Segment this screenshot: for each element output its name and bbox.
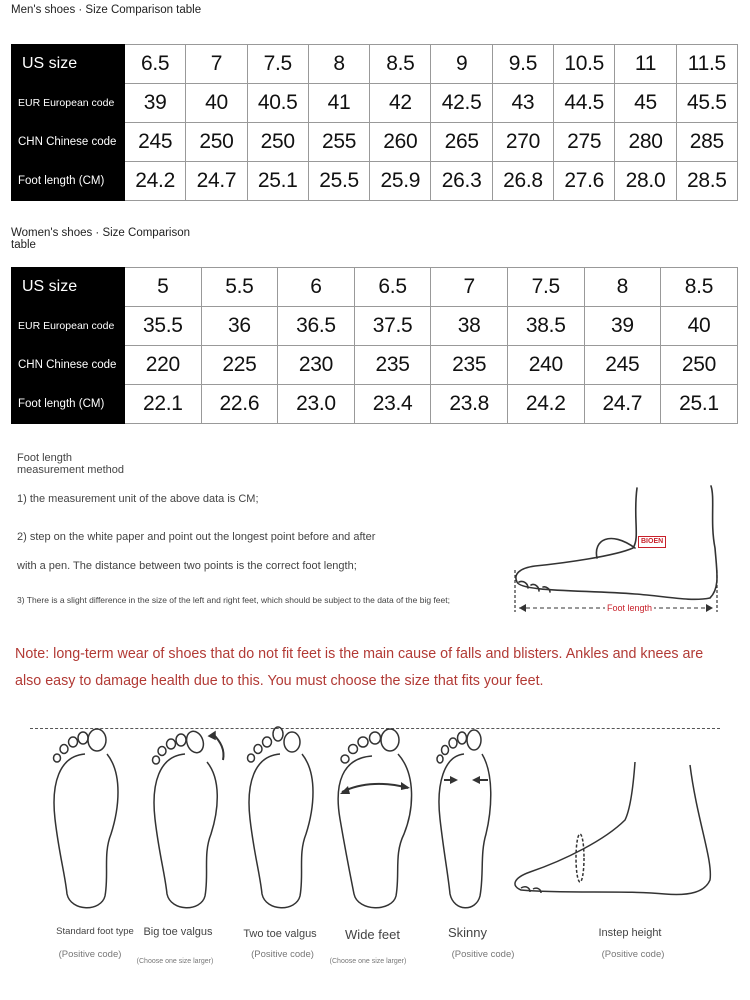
- women-size-cell: 24.2: [507, 385, 584, 424]
- women-size-cell: 38: [431, 307, 508, 346]
- men-size-cell: 43: [492, 84, 553, 123]
- women-size-cell: 240: [507, 346, 584, 385]
- men-size-cell: 260: [370, 123, 431, 162]
- men-size-cell: 28.5: [676, 162, 737, 201]
- men-size-cell: 6.5: [125, 45, 186, 84]
- men-size-cell: 25.9: [370, 162, 431, 201]
- men-size-cell: 24.2: [125, 162, 186, 201]
- measurement-step-2b: with a pen. The distance between two points is the correct foot length;: [17, 560, 357, 572]
- two-toe-valgus-sizing: (Positive code): [251, 949, 314, 960]
- men-size-cell: 7.5: [247, 45, 308, 84]
- women-size-cell: 37.5: [354, 307, 431, 346]
- women-size-cell: 8.5: [661, 268, 738, 307]
- women-size-cell: 22.6: [201, 385, 278, 424]
- women-size-cell: 38.5: [507, 307, 584, 346]
- men-size-cell: 27.6: [554, 162, 615, 201]
- diagram-tag: BIOEN: [638, 536, 666, 548]
- men-size-cell: 40.5: [247, 84, 308, 123]
- women-size-cell: 36: [201, 307, 278, 346]
- men-size-cell: 40: [186, 84, 247, 123]
- men-size-cell: 26.8: [492, 162, 553, 201]
- wide-foot-illustration: [332, 724, 422, 914]
- men-size-cell: 42: [370, 84, 431, 123]
- women-size-cell: 36.5: [278, 307, 355, 346]
- women-size-cell: 40: [661, 307, 738, 346]
- standard-foot-illustration: [45, 724, 130, 914]
- women-row: [12, 307, 738, 346]
- men-size-cell: 45.5: [676, 84, 737, 123]
- women-size-cell: 5: [125, 268, 202, 307]
- men-size-cell: 250: [247, 123, 308, 162]
- men-size-cell: 26.3: [431, 162, 492, 201]
- women-size-cell: 235: [354, 346, 431, 385]
- men-size-cell: 7: [186, 45, 247, 84]
- women-size-cell: 6.5: [354, 268, 431, 307]
- instep-height-foot-illustration: [505, 760, 720, 910]
- women-size-cell: 7: [431, 268, 508, 307]
- big-toe-valgus-foot-illustration: [145, 724, 230, 914]
- men-size-cell: 245: [125, 123, 186, 162]
- women-row: [12, 268, 738, 307]
- big-toe-valgus-sizing: (Choose one size larger): [136, 958, 214, 965]
- men-size-cell: 8: [308, 45, 369, 84]
- men-row: [12, 84, 738, 123]
- men-row-label: Foot length (CM): [12, 162, 125, 201]
- women-row-label: EUR European code: [12, 307, 125, 346]
- men-size-cell: 45: [615, 84, 676, 123]
- women-size-cell: 23.0: [278, 385, 355, 424]
- measurement-step-2a: 2) step on the white paper and point out the longest point before and after: [17, 531, 376, 543]
- men-size-cell: 10.5: [554, 45, 615, 84]
- women-size-cell: 23.4: [354, 385, 431, 424]
- men-size-cell: 285: [676, 123, 737, 162]
- skinny-caption: Skinny: [447, 925, 488, 940]
- women-size-cell: 250: [661, 346, 738, 385]
- women-row: [12, 385, 738, 424]
- men-size-cell: 24.7: [186, 162, 247, 201]
- women-size-table: [11, 267, 738, 424]
- men-size-cell: 280: [615, 123, 676, 162]
- men-row: [12, 123, 738, 162]
- women-size-cell: 220: [125, 346, 202, 385]
- fit-warning-note: Note: long-term wear of shoes that do not fit feet is the main cause of falls and blisters. Ankles and knees are also easy to damage health due to this. You must choose the size that fits your feet.: [15, 646, 704, 689]
- measurement-step-1: 1) the measurement unit of the above data is CM;: [17, 493, 259, 505]
- women-size-cell: 8: [584, 268, 661, 307]
- women-row: [12, 346, 738, 385]
- men-size-cell: 39: [125, 84, 186, 123]
- men-size-cell: 270: [492, 123, 553, 162]
- women-table-title: Women's shoes · Size Comparison table: [11, 227, 191, 251]
- skinny-foot-illustration: [430, 724, 500, 914]
- men-size-cell: 9: [431, 45, 492, 84]
- women-size-cell: 225: [201, 346, 278, 385]
- men-size-cell: 11: [615, 45, 676, 84]
- two-toe-valgus-caption: Two toe valgus: [243, 928, 317, 940]
- men-size-cell: 255: [308, 123, 369, 162]
- men-size-cell: 28.0: [615, 162, 676, 201]
- instep-height-sizing: (Positive code): [601, 949, 665, 960]
- men-size-cell: 42.5: [431, 84, 492, 123]
- men-size-cell: 25.1: [247, 162, 308, 201]
- men-row: [12, 45, 738, 84]
- men-size-table: [11, 44, 738, 201]
- instep-height-caption: Instep height: [598, 927, 662, 939]
- men-size-cell: 11.5: [676, 45, 737, 84]
- big-toe-valgus-caption: Big toe valgus: [143, 926, 213, 938]
- women-size-cell: 39: [584, 307, 661, 346]
- standard-foot-sizing: (Positive code): [58, 949, 122, 960]
- women-size-cell: 25.1: [661, 385, 738, 424]
- two-toe-valgus-foot-illustration: [240, 724, 325, 914]
- women-size-cell: 6: [278, 268, 355, 307]
- women-size-cell: 24.7: [584, 385, 661, 424]
- men-size-cell: 44.5: [554, 84, 615, 123]
- men-size-cell: 25.5: [308, 162, 369, 201]
- women-size-cell: 245: [584, 346, 661, 385]
- women-row-label: Foot length (CM): [12, 385, 125, 424]
- men-size-cell: 9.5: [492, 45, 553, 84]
- women-size-cell: 35.5: [125, 307, 202, 346]
- men-table-title: Men's shoes · Size Comparison table: [11, 4, 202, 16]
- men-row-label: CHN Chinese code: [12, 123, 125, 162]
- men-size-cell: 41: [308, 84, 369, 123]
- foot-length-diagram: [505, 478, 730, 618]
- women-size-cell: 7.5: [507, 268, 584, 307]
- men-size-cell: 250: [186, 123, 247, 162]
- women-row-label: US size: [12, 268, 125, 307]
- men-row-label: US size: [12, 45, 125, 84]
- women-size-cell: 235: [431, 346, 508, 385]
- women-row-label: CHN Chinese code: [12, 346, 125, 385]
- foot-length-label: Foot length: [607, 603, 653, 613]
- women-size-cell: 23.8: [431, 385, 508, 424]
- measurement-title: Foot length measurement method: [17, 452, 124, 476]
- wide-feet-sizing: (Choose one size larger): [329, 958, 407, 965]
- standard-foot-caption: Standard foot type: [56, 926, 134, 937]
- men-row: [12, 162, 738, 201]
- men-size-cell: 8.5: [370, 45, 431, 84]
- measurement-step-3: 3) There is a slight difference in the size of the left and right feet, which should be subject to the data of the big feet;: [17, 595, 450, 605]
- skinny-sizing: (Positive code): [451, 949, 515, 960]
- men-size-cell: 265: [431, 123, 492, 162]
- men-size-cell: 275: [554, 123, 615, 162]
- wide-feet-caption: Wide feet: [345, 927, 400, 942]
- women-size-cell: 5.5: [201, 268, 278, 307]
- women-size-cell: 22.1: [125, 385, 202, 424]
- women-size-cell: 230: [278, 346, 355, 385]
- men-row-label: EUR European code: [12, 84, 125, 123]
